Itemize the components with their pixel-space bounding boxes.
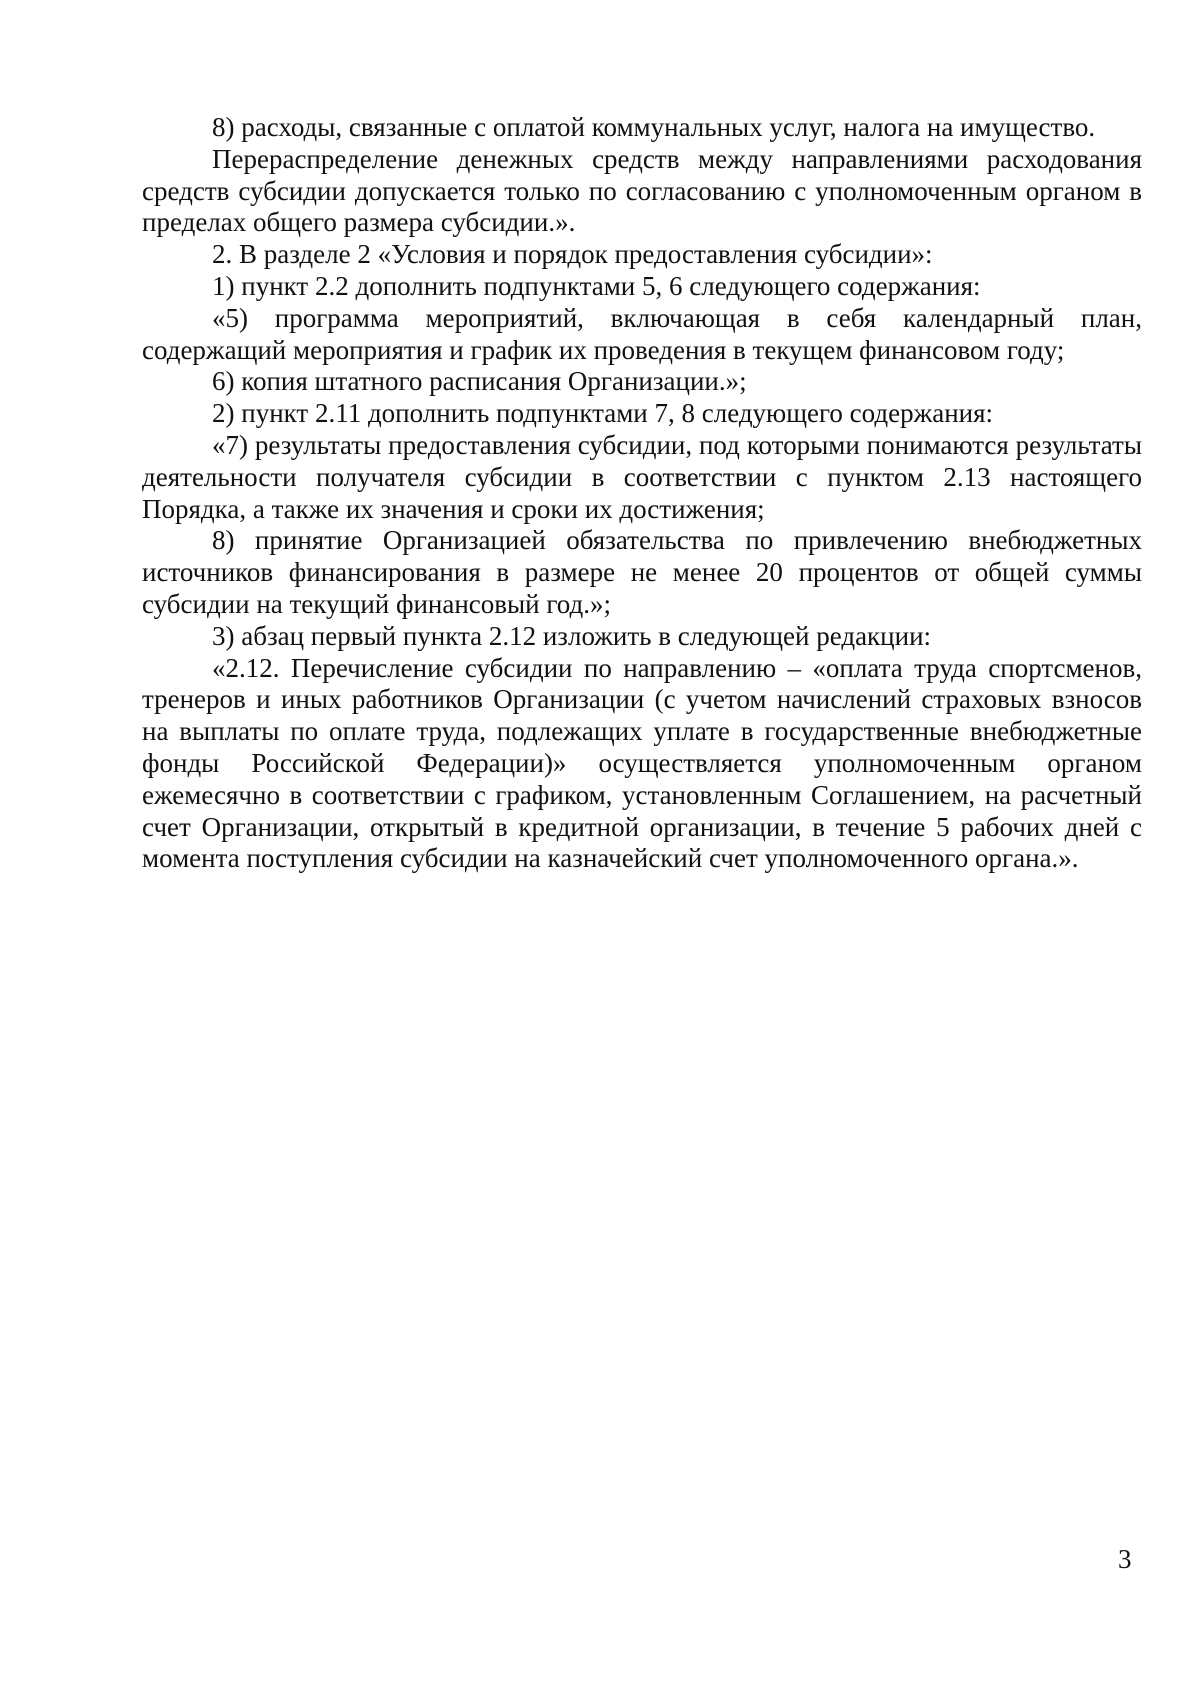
paragraph-point-2-12-intro: 3) абзац первый пункта 2.12 изложить в следующей редакции: xyxy=(212,620,932,651)
paragraph-redistribution: Перераспределение денежных средств между направлениями расходования средств субсидии допускается только по согласованию с уполномоченным органом в пределах общего размера субсидии.». xyxy=(142,143,1142,238)
document-body xyxy=(142,112,1142,875)
paragraph-point-2-2: 1) пункт 2.2 дополнить подпунктами 5, 6 следующего содержания: xyxy=(212,270,981,301)
page-number: 3 xyxy=(1118,1544,1132,1574)
paragraph-item-8-expenses: 8) расходы, связанные с оплатой коммунальных услуг, налога на имущество. xyxy=(212,112,1096,142)
paragraph-subitem-7: «7) результаты предоставления субсидии, под которыми понимаются результаты деятельности получателя субсидии в соответствии с пунктом 2.13 настоящего Порядка, а также их значения и сроки их достижения; xyxy=(142,429,1142,524)
paragraph-point-2-12-text: «2.12. Перечисление субсидии по направлению – «оплата труда спортсменов, тренеров и иных работников Организации (с учетом начислений страховых взносов на выплаты по оплате труда, подлежащих уплате в государственные внебюджетные фонды Российской Федерации)» осуществляется уполномоченным органом ежемесячно в соответствии с графиком, установленным Соглашением, на расчетный счет Организации, открытый в кредитной организации, в течение 5 рабочих дней с момента поступления субсидии на казначейский счет уполномоченного органа.». xyxy=(142,652,1142,874)
paragraph-point-2-11: 2) пункт 2.11 дополнить подпунктами 7, 8 следующего содержания: xyxy=(212,398,994,429)
paragraph-subitem-6: 6) копия штатного расписания Организации.»; xyxy=(212,366,747,397)
paragraph-section-2-heading: 2. В разделе 2 «Условия и порядок предоставления субсидии»: xyxy=(212,239,933,270)
paragraph-subitem-8: 8) принятие Организацией обязательства по привлечению внебюджетных источников финансирования в размере не менее 20 процентов от общей суммы субсидии на текущий финансовый год.»; xyxy=(142,525,1142,619)
paragraph-subitem-5: «5) программа мероприятий, включающая в себя календарный план, содержащий мероприятия и график их проведения в текущем финансовом году; xyxy=(142,302,1142,365)
